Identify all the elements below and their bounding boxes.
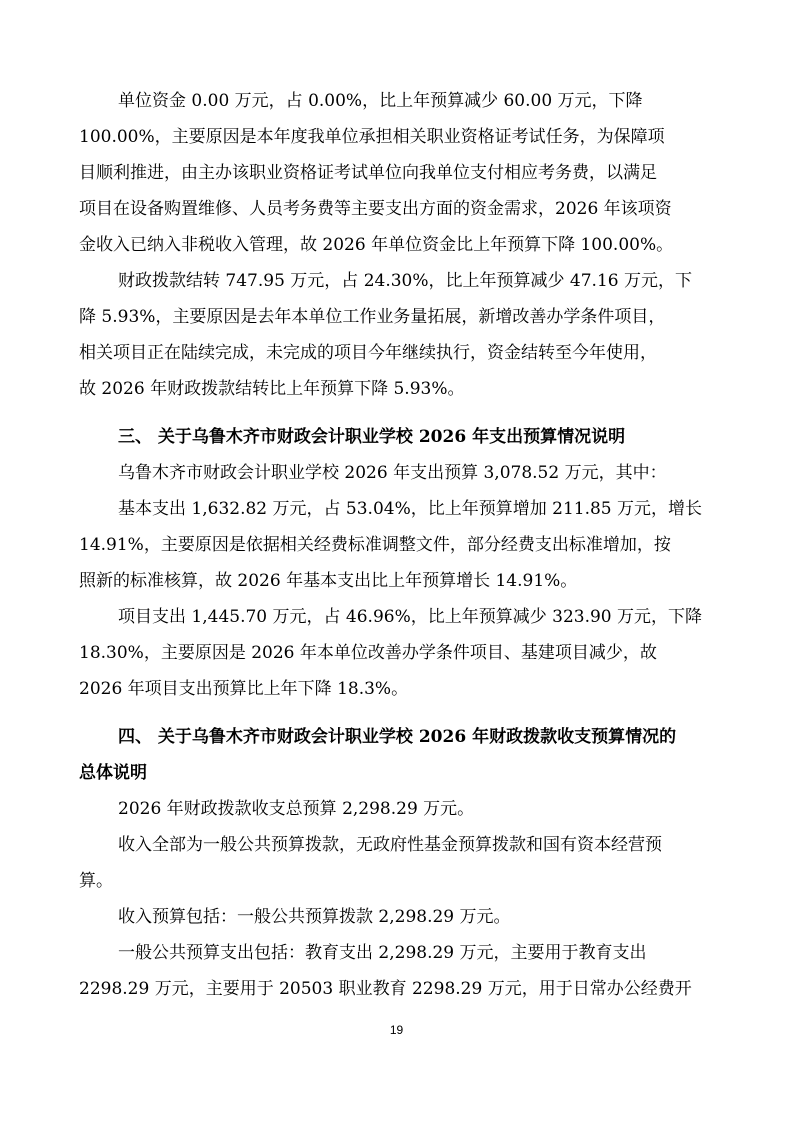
body-line: 降 5.93%，主要原因是去年本单位工作业务量拓展，新增改善办学条件项目， [79, 307, 666, 327]
body-line: 故 2026 年财政拨款结转比上年预算下降 5.93%。 [79, 379, 465, 399]
body-line: 18.30%，主要原因是 2026 年本单位改善办学条件项目、基建项目减少，故 [79, 643, 657, 663]
body-line: 收入预算包括：一般公共预算拨款 2,298.29 万元。 [118, 907, 511, 927]
section-heading: 三、 关于乌鲁木齐市财政会计职业学校 2026 年支出预算情况说明 [118, 427, 626, 447]
body-line: 2026 年财政拨款收支总预算 2,298.29 万元。 [118, 799, 475, 819]
body-line: 基本支出 1,632.82 万元，占 53.04%，比上年预算增加 211.85 万元，增长 [118, 499, 703, 519]
body-line: 目顺利推进，由主办该职业资格证考试单位向我单位支付相应考务费，以满足 [79, 163, 657, 183]
body-line: 2298.29 万元，主要用于 20503 职业教育 2298.29 万元，用于日常办公经费开 [79, 979, 692, 999]
body-line: 项目在设备购置维修、人员考务费等主要支出方面的资金需求，2026 年该项资 [79, 199, 672, 219]
body-line: 相关项目正在陆续完成，未完成的项目今年继续执行，资金结转至今年使用， [79, 343, 657, 363]
body-line: 100.00%，主要原因是本年度我单位承担相关职业资格证考试任务，为保障项 [79, 127, 665, 147]
body-line: 项目支出 1,445.70 万元，占 46.96%，比上年预算减少 323.90 万元，下降 [118, 607, 703, 627]
body-line: 财政拨款结转 747.95 万元，占 24.30%，比上年预算减少 47.16 万元，下 [118, 271, 692, 291]
body-line: 算。 [79, 871, 113, 891]
body-line: 2026 年项目支出预算比上年下降 18.3%。 [79, 679, 409, 699]
body-line: 收入全部为一般公共预算拨款，无政府性基金预算拨款和国有资本经营预 [118, 835, 662, 855]
body-line: 14.91%，主要原因是依据相关经费标准调整文件，部分经费支出标准增加，按 [79, 535, 671, 555]
body-line: 金收入已纳入非税收入管理，故 2026 年单位资金比上年预算下降 100.00%。 [79, 235, 674, 255]
body-line: 照新的标准核算，故 2026 年基本支出比上年预算增长 14.91%。 [79, 571, 578, 591]
body-line: 单位资金 0.00 万元，占 0.00%，比上年预算减少 60.00 万元，下降 [118, 91, 643, 111]
body-line: 一般公共预算支出包括：教育支出 2,298.29 万元，主要用于教育支出 [118, 943, 647, 963]
body-line: 乌鲁木齐市财政会计职业学校 2026 年支出预算 3,078.52 万元，其中： [118, 463, 667, 483]
section-heading: 四、 关于乌鲁木齐市财政会计职业学校 2026 年财政拨款收支预算情况的 [118, 727, 677, 747]
page-number: 19 [389, 1023, 404, 1037]
section-heading-continued: 总体说明 [79, 763, 147, 783]
